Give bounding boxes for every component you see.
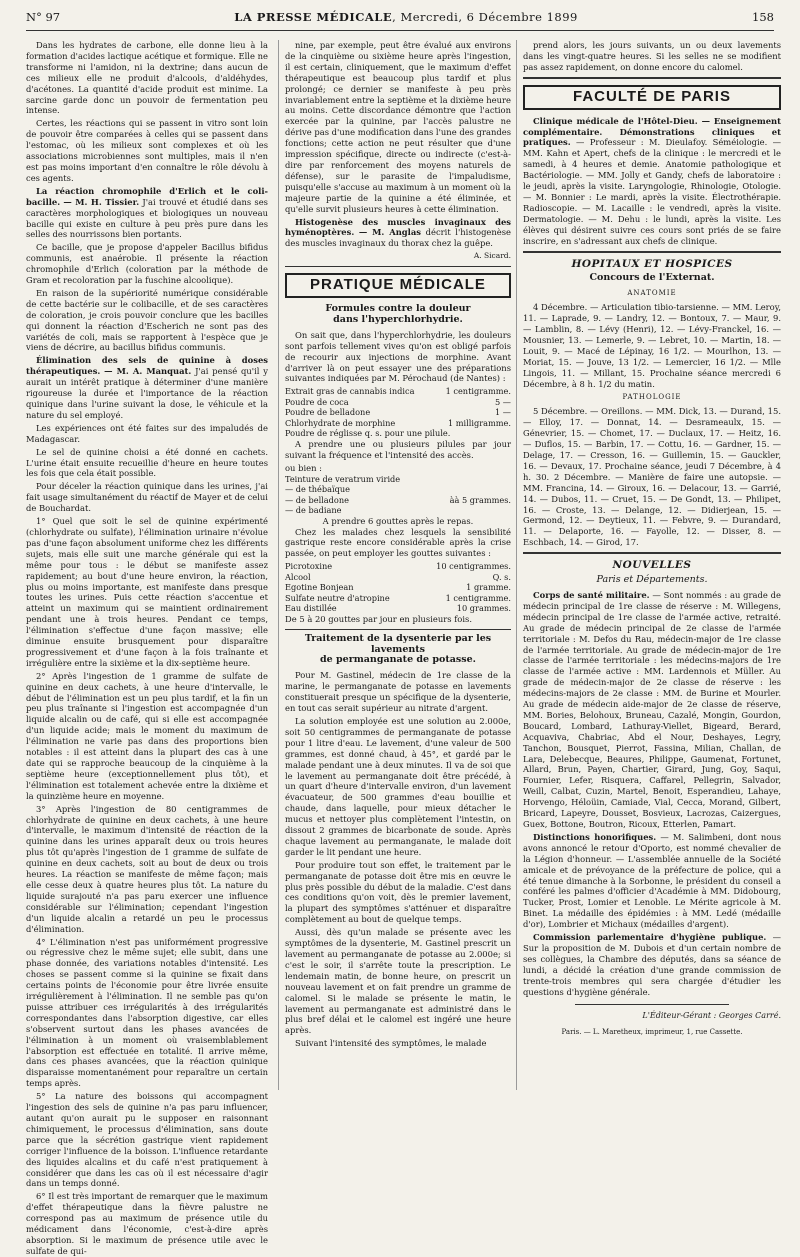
section-banner: PRATIQUE MÉDICALE <box>285 273 511 298</box>
ingredient-dose: 1 centigramme. <box>445 592 511 603</box>
editor-line: L'Éditeur-Gérant : Georges Carré. <box>642 1010 781 1020</box>
journal-title: LA PRESSE MÉDICALE <box>234 10 393 24</box>
paragraph: Suivant l'intensité des symptômes, le malade <box>295 1038 487 1049</box>
page-header <box>26 10 774 31</box>
section-banner: FACULTÉ DE PARIS <box>523 85 781 110</box>
divider <box>523 552 781 554</box>
paragraph-text: décrit l'histogenèse des muscles invaginaux du thorax chez la guêpe. <box>285 227 511 249</box>
paragraph: prend alors, les jours suivants, un ou deux lavements dans les vingt-quatre heures. Si les selles ne se modifient pas assez rapidement, on donne encore du calomel. <box>523 40 781 72</box>
column-2 <box>278 40 511 1090</box>
ingredient-dose: àà 5 grammes. <box>449 494 511 505</box>
paragraph: Pour M. Gastinel, médecin de 1re classe de la marine, le permanganate de potasse en lavements constituerait presque un spécifique de la dysenterie, en tout cas serait supérieur au nitrate d'argent. <box>285 670 511 714</box>
ingredient-name: Extrait gras de cannabis indica <box>285 386 415 397</box>
ingredient-dose: 10 centigrammes. <box>436 561 511 572</box>
prescription-line <box>285 582 511 593</box>
ingredient-dose: 5 — <box>495 396 511 407</box>
paragraph: Les expériences ont été faites sur des impaludés de Madagascar. <box>26 422 268 444</box>
issue-date: Mercredi, 6 Décembre 1899 <box>400 10 578 24</box>
issue-number: N° 97 <box>26 10 61 24</box>
prescription-line <box>285 561 511 572</box>
article-heading: La réaction chromophile d'Erlich et le coli-bacille. <box>26 185 268 207</box>
prescription-note: De 5 à 20 gouttes par jour en plusieurs fois. <box>285 613 472 624</box>
prescription-note: A prendre 6 gouttes après le repas. <box>322 515 474 526</box>
ingredient-name: — de thébaïque <box>285 484 350 495</box>
paragraph: Aussi, dès qu'un malade se présente avec les symptômes de la dysenterie, M. Gastinel prescrit un lavement au permanganate de potasse au 2.000e; si c'est le soir, il s'arrête toute la prescription. Le lendemain matin, de bonne heure, on prescrit un nouveau lavement et on fait prendre un gramme de calomel. Si le malade se présente le matin, le lavement au permanganate est administré dans le plus bref délai et le calomel est ingéré une heure après. <box>285 927 511 1036</box>
ingredient-dose: 1 milligramme. <box>447 417 511 428</box>
paragraph-text: — Professeur : M. Dieulafoy. Séméiologie. — MM. Kahn et Apert, chefs de la clinique : le mercredi et le samedi, à 4 heures et demie. Anatomie pathologique et Bactériologie. — MM. Jolly et Gandy, chefs de laboratoire : le jeudi, après la visite. Laryngologie, Rhinologie, Otologie. — M. Bonnier : Le mardi, après la visite. Électrothérapie. Radioscopie. — M. Lacaille : le vendredi, après la visite. Dermatologie. — M. Dehu : le lundi, après la visite. Les élèves qui désirent suivre ces cours sont priés de se faire inscrire, en s'adressant aux chefs de clinique. <box>523 137 782 246</box>
paragraph: Pour déceler la réaction quinique dans les urines, j'ai fait usage simultanément du réactif de Mayer et de celui de Bouchardat. <box>26 481 268 514</box>
article-heading: Commission parlementaire d'hygiène publique. <box>533 932 767 943</box>
ingredient-name: Poudre de réglisse q. s. pour une pilule. <box>285 428 451 439</box>
article-author: — M. A. Manquat. <box>104 366 192 377</box>
divider <box>285 266 511 267</box>
article-title <box>285 304 511 326</box>
ingredient-name: — de belladone <box>285 494 349 505</box>
ingredient-dose: 1 gramme. <box>466 582 511 593</box>
paragraph-text: — Sont nommés : au grade de médecin principal de 1re classe de réserve : M. Willegens, médecin principal de 1re classe de l'armée active, retraité. Au grade de médecin principal de 2e classe de l'armée territoriale : M. Defos du Rau, médecin-major de 1re classe de l'armée territoriale. Au grade de médecin-major de 1re classe de l'armée territoriale : les médecins-majors de 1re classe de l'armée active : MM. Lardennois et Müller. Au grade de médecin-major de 2e classe de réserve : les médecins-majors de 2e classe : MM. de Burine et Mourler. Au grade de médecin aide-major de 2e classe de réserve, MM. Bories, Belohoux, Bruneau, Cazalé, Mongin, Gourdon, Boucard, Lombard, Lathuray-Viellet, Bigeard, Berard, Acquaviva, Chabriac, Abd el Nour, Deshayes, Legry, Tanchon, Bousquet, Pierrot, Fassina, Milian, Challan, de Lara, Delebecque, Beaures, Philippe, Gaumenat, Fortunet, Allard, Brun, Payen, Chartier, Girard, Jung, Goy, Saqui, Fournier, Lefer, Risquera, Caffarel, Pellegrin, Salvador, Weill, Calbat, Cuzin, Martel, Benoit, Esperandieu, Lahaye, Horvengo, Héloüin, Camiade, Vial, Cecca, Morand, Gilbert, Bricard, Lapeyre, Dousset, Bosvieux, Lacrozas, Caizergues, Guex, Bottone, Boutron, Ricoux, Etterlen, Pamart. <box>523 589 781 829</box>
paragraph: 4° L'élimination n'est pas uniformément progressive ou régressive chez le même sujet; elle subit, dans une phase donnée, des variations notables d'intensité. Les choses se passent comme si la quinine se fixait dans certains points de l'économie pour être livrée ensuite irrégulièrement à l'élimination. Il ne semble pas qu'on puisse attribuer ces irrégularités à des irrégularités correspondantes dans l'absorption digestive, car elles s'observent surtout dans les phases avancées de l'élimination à un moment où vraisemblablement l'absorption est effectuée en totalité. Il arrive même, dans ces phases avancées, que la réaction quinique disparaisse momentanément pour reparaître un certain temps après. <box>26 936 268 1089</box>
paragraph: 2° Après l'ingestion de 1 gramme de sulfate de quinine en deux cachets, à une heure d'intervalle, le début de l'élimination est un peu plus tardif, et la fin un peu plus traînante si l'ingestion est accompagnée d'un liquide alcalin ou de café, qui si elle est accompagnée d'un liquide acide; mais le moment du maximum de l'élimination ne varie pas dans des proportions bien notables : il est atteint dans la plupart des cas à une date qui se rapproche beaucoup de la cinquième à la septième heure (exceptionnellement plus tôt), et l'élimination est totalement achevée entre la dixième et la quinzième heure en moyenne. <box>26 670 268 801</box>
paragraph: Ce bacille, que je propose d'appeler Bacillus bifidus communis, est anaérobie. Il présente la réaction chromophile d'Erlich (coloration par la méthode de Gram et recoloration par la fuschine alcoolique). <box>26 242 268 286</box>
prescription-line <box>285 603 511 614</box>
article-lead <box>285 217 511 250</box>
paragraph: La solution employée est une solution au 2.000e, soit 50 centigrammes de permanganate de potasse pour 1 litre d'eau. Le lavement, d'une valeur de 500 grammes, est donné chaud, à 45°, et gardé par le malade pendant une à deux minutes. Il va de soi que le lavement au permanganate doit être précédé, à un quart d'heure d'intervalle environ, d'un lavement évacuateur, de 500 grammes d'eau bouillie et chaude, dans laquelle, pour mieux détacher le mucus et nettoyer plus complètement l'intestin, on dissout 2 grammes de bicarbonate de soude. Après chaque lavement au permanganate, le malade doit garder le lit pendant une heure. <box>285 715 511 857</box>
masthead: LA PRESSE MÉDICALE, Mercredi, 6 Décembre 1899 <box>234 10 578 24</box>
article-heading: Corps de santé militaire. <box>533 589 650 600</box>
page-number: 158 <box>752 10 774 24</box>
title-line: Formules contre la douleur <box>325 303 471 315</box>
article-lead <box>523 116 781 247</box>
ingredient-name: Sulfate neutre d'atropine <box>285 592 390 603</box>
paragraph: nine, par exemple, peut être évalué aux environs de la cinquième ou sixième heure après l'ingestion, il est certain, cliniquement, que le maximum d'effet thérapeutique est beaucoup plus tardif et plus prolongé; ce dernier se manifeste à peu près invariablement entre la septième et la dixième heure au moins. Cette discordance démontre que l'action exercée par la quinine, par l'accès palustre ne dérive pas d'une modification dans l'une des grandes fonctions; cette action ne peut résulter que d'une impression spécifique, directe ou indirecte (c'est-à-dire par renforcement des moyens naturels de défense), sur le parasite de l'impaludisme, puisqu'elle s'accuse au maximum à un moment où la majeure partie de la quinine a été éliminée, et qu'elle survit plusieurs heures à cette élimination. <box>285 40 511 214</box>
article-lead <box>26 186 268 241</box>
prescription-line <box>285 407 511 418</box>
paragraph: A prendre une ou plusieurs pilules par jour suivant la fréquence et l'intensité des accès. <box>285 438 511 460</box>
article-author: — M. H. Tissier. <box>63 196 140 207</box>
paragraph: En raison de la supériorité numérique considérable de cette bactérie sur le colibacille, et de ses caractères de coloration, je crois pouvoir conclure que les bacilles qui donnent la réaction d'Escherich ne sont pas des variétés de coli, mais se rapportent à l'espèce que je viens de décrire, au bacillus bifidus communis. <box>26 287 268 353</box>
paragraph: 3° Après l'ingestion de 80 centigrammes de chlorhydrate de quinine en deux cachets, à une heure d'intervalle, le maximum d'intensité de réaction de la quinine dans les urines apparaît deux ou trois heures plus tôt qu'après l'ingestion de 1 gramme de sulfate de quinine en deux cachets, soit au bout de deux ou trois heures. La réaction se manifeste de même façon; mais elle cesse deux à quatre heures plus tôt. La nature du liquide surajouté n'a pas paru exercer une influence considérable sur l'élimination; cependant l'ingestion d'un liquide alcalin a retardé un peu le processus d'élimination. <box>26 803 268 934</box>
paragraph: 5° La nature des boissons qui accompagnent l'ingestion des sels de quinine n'a pas paru influencer, autant qu'on aurait pu le supposer en raisonnant chimiquement, le processus d'élimination, sans doute parce que la sécrétion gastrique vient rapidement corriger l'influence de la boisson. L'influence retardante des liquides alcalins et du café n'est pratiquement à considérer que dans les cas où il est nécessaire d'agir dans un temps donné. <box>26 1091 268 1189</box>
article-heading: Distinctions honorifiques. <box>533 831 657 842</box>
ingredient-name: Eau distillée <box>285 603 337 614</box>
prescription-line <box>285 593 511 604</box>
prescription-line <box>285 572 511 583</box>
prescription-line <box>285 474 511 485</box>
paragraph: Chez les malades chez lesquels la sensibilité gastrique reste encore considérable après la crise passée, on peut employer les gouttes suivantes : <box>285 526 511 559</box>
article-author: — M. Anglas <box>358 227 421 238</box>
paragraph-text: J'ai trouvé et étudié dans ses caractères morphologiques et biologiques un nouveau bacille qui existe en culture à peu près pure dans les selles des nourrissons bien portants. <box>26 196 268 240</box>
article-lead <box>523 932 781 997</box>
paragraph-text: — Sur la proposition de M. Dubois et d'un certain nombre de ses collègues, la Chambre des députés, dans sa séance de lundi, a décidé la création d'une grande commission de trente-trois membres qui sera chargée d'étudier les questions d'hygiène générale. <box>523 932 782 997</box>
title-line: dans l'hyperchlorhydrie. <box>333 313 463 325</box>
section-title: HOPITAUX ET HOSPICES <box>571 257 733 270</box>
ingredient-dose: 10 grammes. <box>456 603 511 614</box>
ingredient-name: — de badiane <box>285 505 342 516</box>
subsection-title: Paris et Départements. <box>596 574 708 586</box>
title-line: Traitement de la dysenterie par les lavements <box>304 632 492 655</box>
article-lead <box>26 355 268 420</box>
paragraph: Le sel de quinine choisi a été donné en cachets. L'urine était ensuite recueillie d'heure en heure toutes les fois que cela était possible. <box>26 446 268 479</box>
paragraph: 6° Il est très important de remarquer que le maximum d'effet thérapeutique dans la fièvre palustre ne correspond pas au maximum de présence utile du médicament dans l'économie, c'est-à-dire après absorption. Si le maximum de présence utile avec le sulfate de qui- <box>26 1191 268 1256</box>
subsection-title: Concours de l'Externat. <box>589 272 715 284</box>
ingredient-name: Poudre de belladone <box>285 407 371 418</box>
prescription-line <box>285 484 511 495</box>
ingredient-name: Alcool <box>285 571 311 582</box>
prescription-line <box>285 397 511 408</box>
prescription-line <box>285 418 511 429</box>
paragraph-text: J'ai pensé qu'il y aurait un intérêt pratique à déterminer d'une manière rigoureuse la durée et l'importance de la réaction quinique dans l'urine suivant la dose, le véhicule et la nature du sel employé. <box>26 366 268 420</box>
column-1 <box>26 40 268 1256</box>
prescription-2 <box>285 474 511 516</box>
divider <box>285 629 511 630</box>
ingredient-name: Picrotoxine <box>285 561 333 572</box>
article-title <box>285 634 511 667</box>
article-lead <box>523 832 781 930</box>
article-heading: Histogenèse des muscles invaginaux des hyménoptères. <box>285 216 511 238</box>
ingredient-name: Chlorhydrate de morphine <box>285 417 396 428</box>
prescription-line <box>285 495 511 506</box>
ingredient-dose: 1 centigramme. <box>445 386 511 397</box>
divider <box>523 77 781 79</box>
column-3 <box>516 40 781 1090</box>
subsection-label: ANATOMIE <box>627 289 677 298</box>
prescription-1 <box>285 386 511 439</box>
paragraph: 5 Décembre. — Oreillons. — MM. Dick, 13. — Durand, 15. — Elloy, 17. — Donnat, 14. — Desrameaulx, 15. — Génevrier, 15. — Chomet, 17. — Duclaux, 17. — Heitz, 16. — Duflos, 15. — Barbin, 17. — Cottu, 16. — Gardner, 15. — Delage, 17. — Cresson, 16. — Guillemin, 15. — Gauckler, 16. — Devaux, 17. Prochaine séance, jeudi 7 Décembre, à 4 h. 30. 2 Décembre. — Manière de faire une autopsie. — MM. Francina, 14. — Giroux, 16. — Delacour, 13. — Garrié, 14. — Dubos, 11. — Cruet, 15. — De Gondt, 13. — Philipet, 16. — Croste, 13. — Delange, 12. — Didierjean, 15. — Germond, 12. — Deytieux, 11. — Febvre, 9. — Durandard, 11. — Delaporte, 16. — Fayolle, 12. — Disser, 8. — Eschbach, 14. — Girod, 17. <box>523 406 781 548</box>
paragraph-text: — M. Salimbeni, dont nous avons annoncé le retour d'Oporto, est nommé chevalier de la Légion d'honneur. — L'assemblée annuelle de la Société amicale et de prévoyance de la préfecture de police, qui a été tenue dimanche à la Sorbonne, le président du conseil a conféré les palmes d'officier d'Académie à MM. Didobourg, Tucker, Prost, Lomier et Lenoble. Le Mérite agricole à M. Binet. La médaille des épidémies : à MM. Ledé (médaille d'or), Lombrier et Michaux (médailles d'argent). <box>523 831 781 930</box>
ingredient-dose: Q. s. <box>492 571 511 582</box>
subsection-label: PATHOLOGIE <box>622 393 682 402</box>
prescription-line <box>285 386 511 397</box>
ingredient-name: Teinture de veratrum viride <box>285 473 401 484</box>
paragraph: Certes, les réactions qui se passent in vitro sont loin de pouvoir être comparées à celles qui se passent dans l'estomac, où les milieux sont complexes et où les associations microbiennes sont multiples, mais il n'en est pas moins important d'en connaître le rôle dévolu à ces agents. <box>26 118 268 183</box>
prescription-3 <box>285 561 511 614</box>
article-heading: Élimination des sels de quinine à doses thérapeutiques. <box>26 355 268 377</box>
ingredient-name: Egotine Bonjean <box>285 582 354 593</box>
prescription-line <box>285 428 511 439</box>
section-title: NOUVELLES <box>612 559 692 572</box>
signature: A. Sicard. <box>473 251 511 261</box>
divider <box>575 1004 730 1005</box>
article-heading: Clinique médicale de l'Hôtel-Dieu. — Enseignement complémentaire. Démonstrations cliniques et pratiques. <box>523 115 781 148</box>
divider <box>523 251 781 253</box>
paragraph: 1° Quel que soit le sel de quinine expérimenté (chlorhydrate ou sulfate), l'élimination urinaire n'évolue pas d'une façon absolument uniforme chez les différents sujets, mais elle suit une marche générale qui est la même pour tous : le début se manifeste assez rapidement; au bout d'une heure environ, la réaction, plus ou moins importante, est manifeste dans presque toutes les urines. Puis cette réaction s'accentue et atteint un maximum qui se maintient ordinairement pendant une à trois heures. Pendant ce temps, l'élimination s'effectue d'une façon massive; elle diminue ensuite brusquement pour disparaître progressivement et d'une façon à la fois traînante et irrégulière entre la sixième et la dix-septième heure. <box>26 516 268 668</box>
paragraph: 4 Décembre. — Articulation tibio-tarsienne. — MM. Leroy, 11. — Laprade, 9. — Landry, 12. — Bontoux, 7. — Maur, 9. — Lamblin, 8. — Lévy (Henri), 12. — Lévy-Franckel, 16. — Mousnier, 13. — Lemerle, 9. — Lebret, 10. — Martin, 18. — Louit, 9. — Macé de Lépinay, 16 1/2. — Mourlhon, 13. — Moriat, 15. — Jouve, 13 1/2. — Lemercier, 16 1/2. — Mlle Lingois, 11. — Millant, 15. Prochaine séance mercredi 6 Décembre, à 8 h. 1/2 du matin. <box>523 302 781 389</box>
paragraph: On sait que, dans l'hyperchlorhydrie, les douleurs sont parfois tellement vives qu'on est obligé parfois de recourir aux injections de morphine. Avant d'arriver là on peut essayer une des préparations suivantes indiquées par M. Pérochaud (de Nantes) : <box>285 329 511 384</box>
article-lead <box>523 590 781 830</box>
title-line: de permanganate de potasse. <box>320 654 476 666</box>
paragraph: Pour produire tout son effet, le traitement par le permanganate de potasse doit être mis en œuvre le plus près possible du début de la maladie. C'est dans ces conditions qu'on voit, dès le premier lavement, la plupart des symptômes s'atténuer et disparaître complètement au bout de quelque temps. <box>285 859 511 925</box>
ingredient-name: Poudre de coca <box>285 396 349 407</box>
printer-line: Paris. — L. Maretheux, imprimeur, 1, rue Cassette. <box>561 1028 743 1037</box>
ingredient-dose: 1 — <box>495 407 511 418</box>
paragraph: Dans les hydrates de carbone, elle donne lieu à la formation d'acides lactique acétique et formique. Elle ne transforme ni l'amidon, ni la dextrine; dans aucun de ces milieux elle ne produit d'alcools, d'aldéhydes, d'acétones. La quantité d'acide produit est minime. La sarcine garde donc un pouvoir de fermentation peu intense. <box>26 40 268 116</box>
prescription-line <box>285 505 511 516</box>
paragraph: ou bien : <box>285 462 322 473</box>
